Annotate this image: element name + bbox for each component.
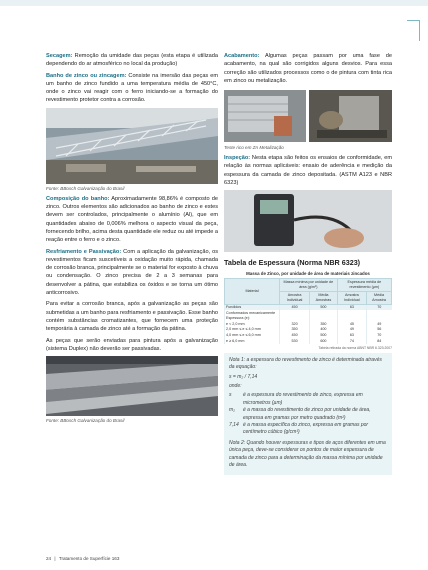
table-cell-value: 500 — [310, 304, 338, 310]
paragraph-zincagem — [46, 72, 218, 105]
table-cell-label: Espessura (e): — [225, 316, 280, 322]
page-number: 24 — [46, 556, 52, 561]
paragraph-acabamento — [224, 52, 392, 85]
definition-item — [229, 407, 387, 422]
table-cell-value: 70 — [367, 333, 392, 339]
definition-text: é a massa do revestimento de zinco por unidade de área, expressa em gramas por metro quadrado (m²) — [243, 407, 371, 421]
table-cell-label: 2,0 mm ≤ e ≤ 4,0 mm — [225, 327, 280, 333]
table-row — [225, 338, 392, 344]
table-cell-label: Fundidos — [225, 304, 280, 310]
definition-text: é a massa específica do zinco, expressa em gramas por centímetro cúbico (g/cm³) — [243, 421, 369, 436]
definitions-list — [229, 392, 387, 436]
table-cell-value: 450 — [280, 333, 310, 339]
table-cell-label: e ≥ 6,0 mm — [225, 338, 280, 344]
table-cell-label: Conformados mecanicamente — [225, 310, 280, 316]
photo-metalizacao — [309, 90, 392, 142]
table-cell-value: 74 — [337, 338, 366, 344]
paragraph-duplex: As peças que serão enviadas para pintura após a galvanização (sistema Duplex) não deverão ser passivadas. — [46, 337, 218, 352]
col-thickness-group: Espessura média de revestimento (µm) — [337, 279, 391, 292]
formula: s = m₂ / 7,14 — [229, 373, 258, 380]
table-subtitle: Massa de Zinco, por unidade de área de materiais zincados — [246, 271, 370, 277]
magazine-name: Tratamento de Superfície 163 — [58, 556, 120, 561]
col-material: Material — [225, 279, 280, 304]
left-column — [46, 52, 218, 427]
photo-zinc-paint — [224, 90, 306, 142]
definition-symbol: s — [229, 392, 232, 399]
definition-item — [229, 422, 387, 437]
definition-item — [229, 392, 387, 407]
table-cell-label: e < 2,0 mm — [225, 321, 280, 327]
table-cell-value: 350 — [310, 321, 338, 327]
col-mass-group: Massa mínima por unidade de área (g/m²) — [280, 279, 338, 292]
table-cell-value: 600 — [310, 338, 338, 344]
photo-pair — [224, 88, 392, 144]
lead-acabamento: Acabamento: — [224, 53, 260, 59]
text-resfriamento: Com a aplicação da galvanização, os revestimentos ficam suscetíveis a oxidação muito rápida, chamada de corrosão branca, principalmente se o material for exposto à chuva ou condensação. O zinco precisa de 2 a 3 semanas para desenvolver a pátina, que estabiliza os óxidos e se torna um ótimo anticorrosivo. — [46, 248, 219, 297]
table-cell-value: 49 — [367, 321, 392, 327]
text-zincagem: Consiste na imersão das peças em um banho de zinco fundido a uma temperatura média de 450°C, onde o zinco vai reagir com o ferro iniciando-se a formação do revestimento protetor contra a corrosão. — [46, 72, 218, 104]
table-cell-value: 49 — [337, 327, 366, 333]
lead-secagem: Secagem: — [46, 53, 73, 59]
text-composicao: Aproximadamente 98,86% é composto de zinco. Outros elementos são adicionados ao banho de zinco e estes devem ser controlados, principalmente o alumínio (Al), que em quantidades abaixo de 0,006% melhora o aspecto visual da peça, fornecendo brilho, acima desta quantidade ele reduz ou até impede a reação entre o ferro e o zinco. — [46, 195, 218, 244]
text-inspecao: Nesta etapa são feitos os ensaios de conformidade, em relação às normas aplicáveis: ensaio de aderência e medição da espessura da camada de zinco depositada. (ASTM A123 e NBR 6323) — [224, 155, 392, 187]
definition-symbol: 7,14 — [229, 421, 239, 428]
table-cell-value: 350 — [280, 327, 310, 333]
table-cell-value: 450 — [280, 304, 310, 310]
corner-decoration — [407, 20, 420, 41]
table-cell-label: 4,0 mm ≤ e ≤ 6,0 mm — [225, 333, 280, 339]
table-cell-value: 84 — [367, 338, 392, 344]
lead-composicao: Composição do banho: — [46, 195, 110, 202]
paragraph-secagem — [46, 52, 218, 69]
photo-galvanized-structure — [46, 108, 218, 184]
table-cell-value: 45 — [337, 321, 366, 327]
note-1: Nota 1: a espessura do revestimento de zinco é determinada através da equação: — [229, 356, 382, 371]
definition-text: é a espessura do revestimento de zinco, expressa em micrometros (µm) — [243, 392, 363, 406]
table-cell-value: 500 — [310, 333, 338, 339]
caption-photo-3: Teste rico em Zn Metalização — [224, 145, 284, 151]
col-media-amostras: Média Amostras — [310, 291, 338, 304]
text-secagem: Remoção da umidade das peças (esta etapa é utilizada dependendo do ar atmosférico no local da produção) — [46, 53, 218, 68]
photo-galvanized-beams — [46, 356, 218, 416]
photo-thickness-gauge — [224, 190, 392, 252]
col-media-amostra-2: Média Amostra — [367, 291, 392, 304]
lead-inspecao: Inspeção: — [224, 155, 251, 162]
page-footer — [46, 556, 119, 561]
footer-separator: | — [54, 556, 56, 561]
top-decor-bar — [0, 0, 428, 6]
table-source: Tabela retirada da norma ABNT NBR 6.323:2007 — [318, 345, 392, 350]
table-cell-value: 56 — [367, 327, 392, 333]
paragraph-composicao — [46, 195, 218, 245]
note-box — [224, 353, 392, 476]
lead-resfriamento: Resfriamento e Passivação: — [46, 248, 122, 255]
col-amostra-individual-2: Amostra Individual — [337, 291, 366, 304]
table-cell-value: 63 — [337, 304, 366, 310]
text-acabamento: Algumas peças passam por uma fase de acabamento, na qual são corrigidos alguns desvios. Para essa correção são utilizados processos como o de pintura com tinta rica em zinco ou metalização. — [224, 53, 392, 84]
paragraph-corrosao-branca: Para evitar a corrosão branca, após a galvanização as peças são submetidas a um banho para resfriamento e passivação. Esse banho contém substâncias cromatizantes, que fornecem uma proteção temporária à camada de zinco até a formação da pátina. — [46, 301, 218, 333]
paragraph-resfriamento — [46, 248, 218, 298]
col-amostra-individual: Amostra Individual — [280, 291, 310, 304]
onde-label: onde: — [229, 382, 242, 389]
table-cell-value: 400 — [310, 327, 338, 333]
lead-zincagem: Banho de zinco ou zincagem: — [46, 72, 127, 79]
table-cell-value: 63 — [337, 333, 366, 339]
thickness-table — [224, 278, 392, 343]
table-cell-value: 530 — [280, 338, 310, 344]
table-cell-value: 320 — [280, 321, 310, 327]
definition-symbol: m₂ — [229, 407, 236, 414]
right-column — [224, 52, 392, 475]
note-2: Nota 2: Quando houver espessuras e tipos de aços diferentes em uma única peça, deve-se considerar os pontos de maior espessura de camada de zinco para a determinação da massa mínima por unidade de área. — [229, 439, 386, 468]
table-cell-value: 70 — [367, 304, 392, 310]
caption-photo-1: Fonte: BBosch Galvanização do Brasil — [46, 185, 125, 191]
caption-photo-2: Fonte: BBosch Galvanização do Brasil — [46, 418, 125, 424]
table-title: Tabela de Espessura (Norma NBR 6323) — [224, 258, 361, 268]
paragraph-inspecao — [224, 154, 392, 187]
